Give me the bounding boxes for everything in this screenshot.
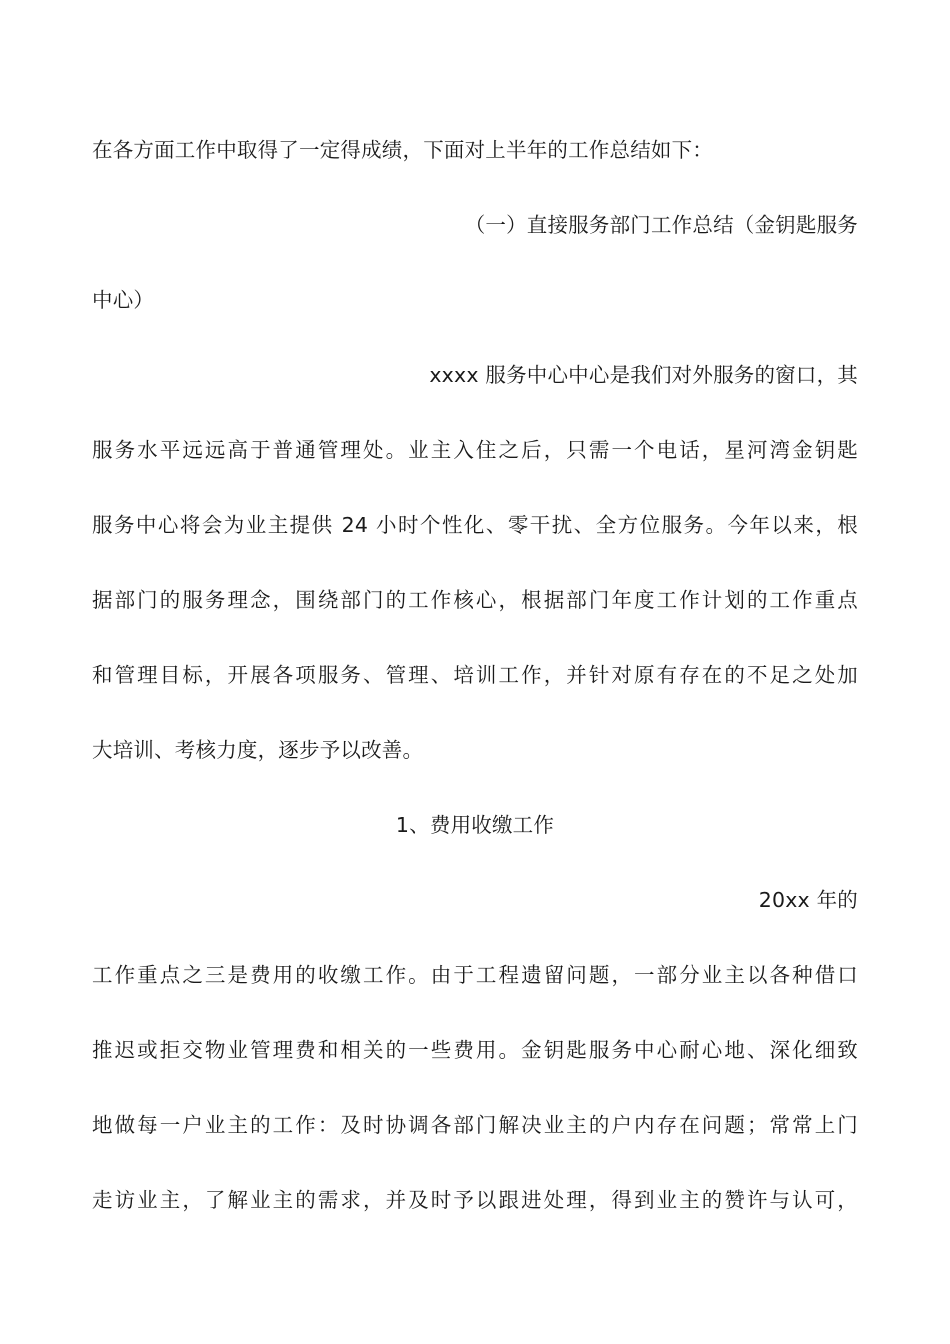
text-line: 推迟或拒交物业管理费和相关的一些费用。金钥匙服务中心耐心地、深化细致 xyxy=(92,1038,858,1062)
text-line: 在各方面工作中取得了一定得成绩，下面对上半年的工作总结如下： xyxy=(92,138,713,162)
section-heading: （一）直接服务部门工作总结（金钥匙服务 xyxy=(464,213,858,237)
section-heading-continuation: 中心） xyxy=(92,288,155,312)
text-line: 大培训、考核力度，逐步予以改善。 xyxy=(92,738,424,762)
text-line: 据部门的服务理念，围绕部门的工作核心，根据部门年度工作计划的工作重点 xyxy=(92,588,858,612)
text-line: 地做每一户业主的工作：及时协调各部门解决业主的户内存在问题；常常上门 xyxy=(92,1113,858,1137)
text-line: 服务中心将会为业主提供 24 小时个性化、零干扰、全方位服务。今年以来，根 xyxy=(92,513,858,537)
text-line: 20xx 年的 xyxy=(758,888,858,912)
text-line: 走访业主，了解业主的需求，并及时予以跟进处理，得到业主的赞许与认可， xyxy=(92,1188,858,1212)
text-line: 和管理目标，开展各项服务、管理、培训工作，并针对原有存在的不足之处加 xyxy=(92,663,858,687)
subsection-heading: 1、费用收缴工作 xyxy=(395,813,555,837)
text-line: xxxx 服务中心中心是我们对外服务的窗口，其 xyxy=(429,363,858,387)
text-line: 服务水平远远高于普通管理处。业主入住之后，只需一个电话，星河湾金钥匙 xyxy=(92,438,858,462)
text-line: 工作重点之三是费用的收缴工作。由于工程遗留问题，一部分业主以各种借口 xyxy=(92,963,858,987)
